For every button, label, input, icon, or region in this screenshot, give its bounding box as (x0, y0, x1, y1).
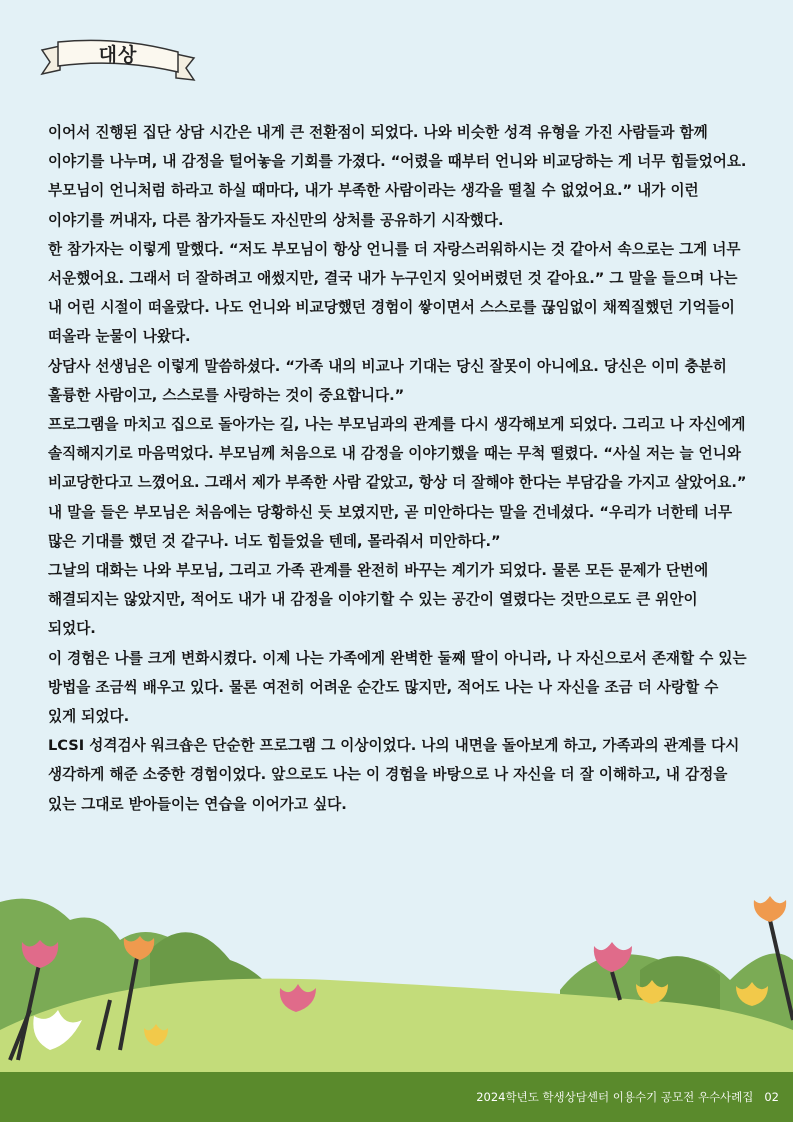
paragraph: 한 참가자는 이렇게 말했다. “저도 부모님이 항상 언니를 더 자랑스러워하시는 것 같아서 속으로는 그게 너무 서운했어요. 그래서 더 잘하려고 애썼지만, 결국 내가 누구인지 잊어버렸던 것 같아요.” 그 말을 들으며 나는 내 어린 시절이 떠올랐다. 나도 언니와 비교당했던 경험이 쌓이면서 스스로를 끊임없이 채찍질했던 기억들이 떠올라 눈물이 나왔다. (48, 240, 741, 346)
paragraph: 프로그램을 마치고 집으로 돌아가는 길, 나는 부모님과의 관계를 다시 생각해보게 되었다. 그리고 나 자신에게 솔직해지기로 마음먹었다. 부모님께 처음으로 내 감정을 이야기했을 때는 무척 떨렸다. “사실 저는 늘 언니와 비교당한다고 느꼈어요. 그래서 제가 부족한 사람 같았고, 항상 더 잘해야 한다는 부담감을 가지고 살았어요.” 내 말을 들은 부모님은 처음에는 당황하신 듯 보였지만, 곧 미안하다는 말을 건네셨다. “우리가 너한테 너무 많은 기대를 했던 것 같구나. 너도 힘들었을 텐데, 몰라줘서 미안하다.” (48, 416, 747, 550)
paragraph: 그날의 대화는 나와 부모님, 그리고 가족 관계를 완전히 바꾸는 계기가 되었다. 물론 모든 문제가 단번에 해결되지는 않았지만, 적어도 내가 내 감정을 이야기할 수 있는 공간이 열렸다는 것만으로도 큰 위안이 되었다. (48, 562, 709, 638)
body-text (48, 118, 748, 819)
paragraph: LCSI 성격검사 워크숍은 단순한 프로그램 그 이상이었다. 나의 내면을 돌아보게 하고, 가족과의 관계를 다시 생각하게 해준 소중한 경험이었다. 앞으로도 나는 이 경험을 바탕으로 나 자신을 더 잘 이해하고, 내 감정을 있는 그대로 받아들이는 연습을 이어가고 싶다. (48, 737, 740, 813)
paragraph: 상담사 선생님은 이렇게 말씀하셨다. “가족 내의 비교나 기대는 당신 잘못이 아니에요. 당신은 이미 충분히 훌륭한 사람이고, 스스로를 사랑하는 것이 중요합니다.” (48, 357, 727, 404)
section-ribbon (38, 36, 198, 82)
paragraph: 이어서 진행된 집단 상담 시간은 내게 큰 전환점이 되었다. 나와 비슷한 성격 유형을 가진 사람들과 함께 이야기를 나누며, 내 감정을 털어놓을 기회를 가졌다. “어렸을 때부터 언니와 비교당하는 게 너무 힘들었어요. 부모님이 언니처럼 하라고 하실 때마다, 내가 부족한 사람이라는 생각을 떨칠 수 없었어요.” 내가 이런 이야기를 꺼내자, 다른 참가자들도 자신만의 상처를 공유하기 시작했다. (48, 124, 747, 229)
footer-bar (0, 1072, 793, 1122)
flower-hill-illustration (0, 880, 793, 1072)
footer-caption (476, 1089, 779, 1105)
section-title: 대상 (98, 44, 138, 66)
paragraph: 이 경험은 나를 크게 변화시켰다. 이제 나는 가족에게 완벽한 둘째 딸이 아니라, 나 자신으로서 존재할 수 있는 방법을 조금씩 배우고 있다. 물론 여전히 어려운 순간도 많지만, 적어도 나는 나 자신을 조금 더 사랑할 수 있게 되었다. (48, 649, 747, 726)
orange-tulip-icon (754, 896, 786, 922)
footer-title: 2024학년도 학생상담센터 이용수기 공모전 우수사례집 (476, 1090, 754, 1104)
page-number: 02 (764, 1090, 779, 1104)
